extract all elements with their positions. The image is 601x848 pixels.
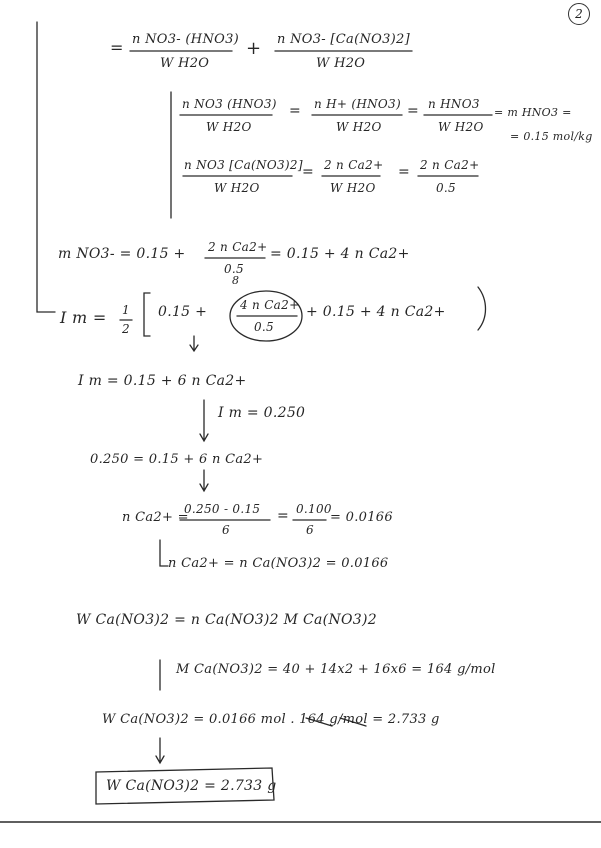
l5-half-denominator: 2: [122, 322, 130, 336]
l9-result: = 0.0166: [330, 510, 393, 525]
l7-equation: I m = 0.250: [218, 405, 306, 421]
equals-sign: =: [110, 38, 124, 57]
equals-sign: =: [289, 103, 302, 119]
l4-lhs: m NO3- = 0.15 +: [58, 246, 186, 262]
l5-frac-numerator: 4 n Ca2+: [240, 298, 300, 312]
final-answer: W Ca(NO3)2 = 2.733 g: [106, 778, 277, 794]
l5-lhs: I m =: [60, 308, 107, 327]
l2-numerator-3: n HNO3: [428, 97, 480, 111]
equals-sign: =: [398, 164, 411, 180]
l3-denominator-2: W H2O: [330, 181, 376, 195]
l1-denominator-2: W H2O: [316, 56, 366, 71]
l3-denominator-1: W H2O: [214, 181, 260, 195]
l12-equation: M Ca(NO3)2 = 40 + 14x2 + 16x6 = 164 g/mol: [176, 662, 496, 677]
l4-denominator: 0.5: [224, 262, 244, 276]
l1-plus: +: [246, 38, 262, 59]
equals-sign: =: [407, 103, 420, 119]
l9-denominator-1: 6: [222, 523, 230, 537]
l8-equation: 0.250 = 0.15 + 6 n Ca2+: [90, 452, 264, 467]
l5-term-b: + 0.15 + 4 n Ca2+: [306, 304, 446, 320]
l2-denominator-2: W H2O: [336, 120, 382, 134]
equals-sign: =: [302, 164, 315, 180]
l4-rhs: = 0.15 + 4 n Ca2+: [270, 246, 410, 262]
l3-numerator-2: 2 n Ca2+: [324, 158, 384, 172]
l3-numerator-1: n NO3 [Ca(NO3)2]: [184, 158, 303, 172]
bracket-left: [37, 22, 55, 312]
equals-sign: =: [277, 508, 290, 524]
l5-frac-denominator: 0.5: [254, 320, 274, 334]
l4-numerator: 2 n Ca2+: [208, 240, 268, 254]
l2-denominator-1: W H2O: [206, 120, 252, 134]
l9-numerator-1: 0.250 - 0.15: [184, 502, 261, 516]
page-number: 2: [568, 3, 590, 25]
l2-numerator-1: n NO3 (HNO3): [182, 97, 277, 111]
l1-numerator-2: n NO3- [Ca(NO3)2]: [277, 32, 410, 47]
l2-numerator-2: n H+ (HNO3): [314, 97, 401, 111]
l9-lhs: n Ca2+ =: [122, 510, 189, 525]
l3-numerator-3: 2 n Ca2+: [420, 158, 480, 172]
l11-equation: W Ca(NO3)2 = n Ca(NO3)2 M Ca(NO3)2: [76, 612, 377, 628]
l1-numerator-1: n NO3- (HNO3): [132, 32, 240, 47]
l1-denominator-1: W H2O: [160, 56, 210, 71]
l9-numerator-2: 0.100: [296, 502, 332, 516]
l6-equation: I m = 0.15 + 6 n Ca2+: [78, 373, 247, 389]
l2-result: = m HNO3 =: [494, 106, 572, 119]
l3-denominator-3: 0.5: [436, 181, 456, 195]
l13-equation: W Ca(NO3)2 = 0.0166 mol . 164 g/mol = 2.733 g: [102, 712, 440, 727]
l10-equation: n Ca2+ = n Ca(NO3)2 = 0.0166: [168, 556, 389, 571]
l5-note: 8: [232, 274, 240, 287]
l2-denominator-3: W H2O: [438, 120, 484, 134]
l9-denominator-2: 6: [306, 523, 314, 537]
l5-half-numerator: 1: [122, 303, 130, 317]
l2-result-value: = 0.15 mol/kg: [510, 130, 593, 143]
l5-term-a: 0.15 +: [158, 304, 208, 320]
